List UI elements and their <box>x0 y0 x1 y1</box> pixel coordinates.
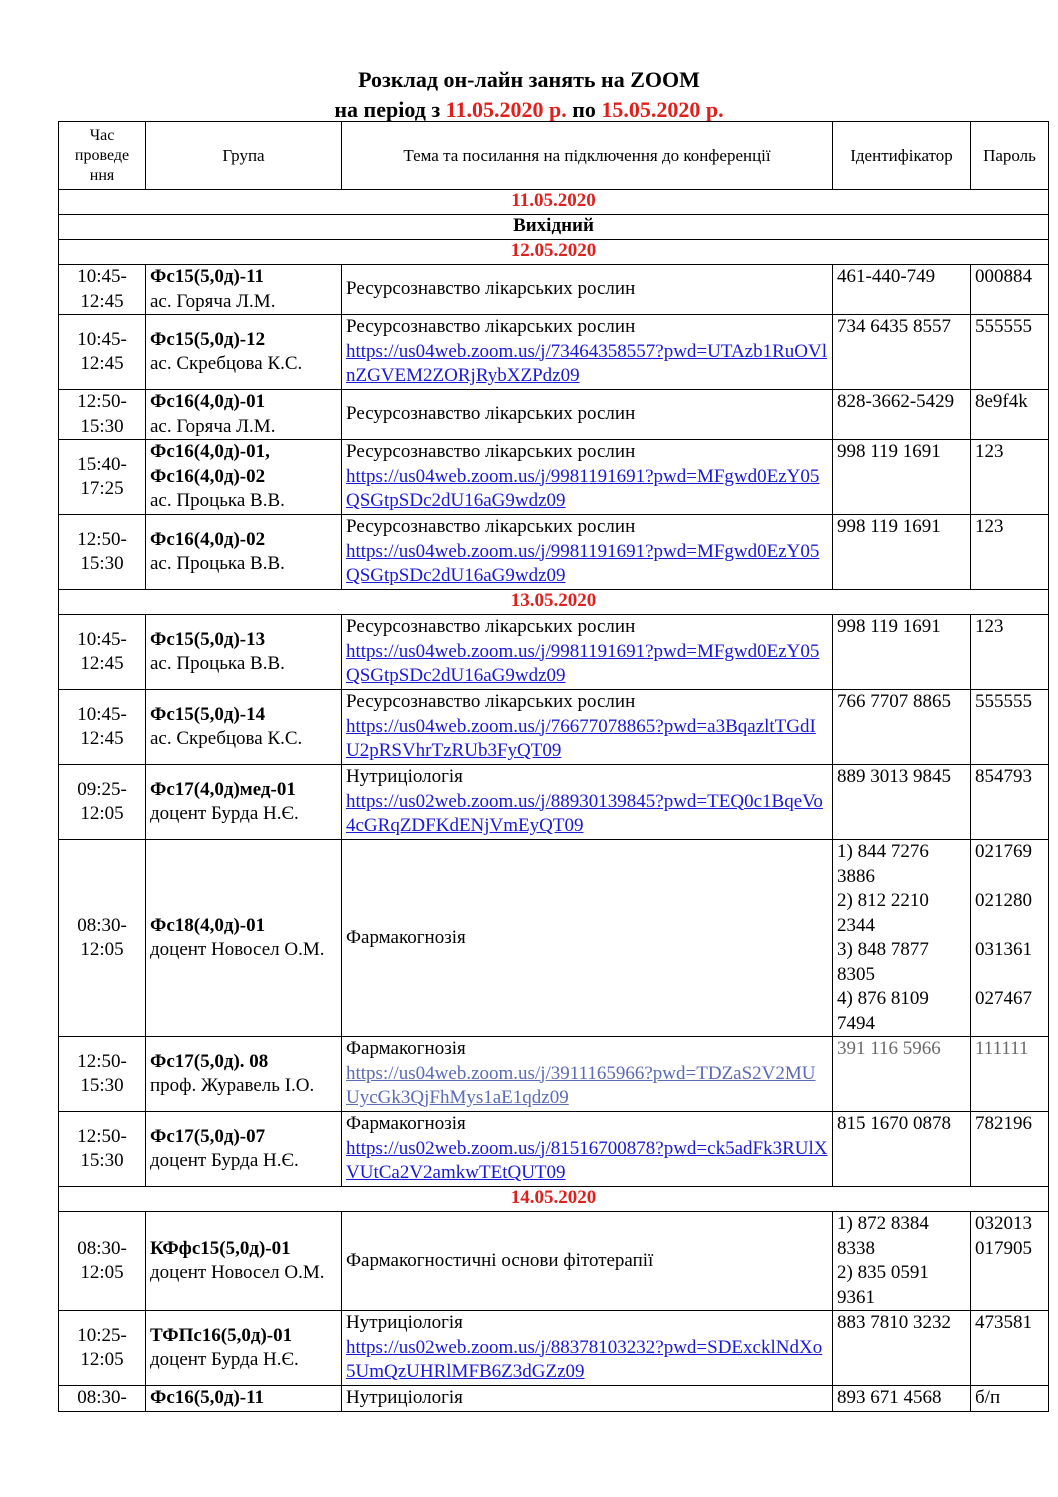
table-row <box>59 1112 1049 1187</box>
password-entry: 017905 <box>975 1237 1032 1259</box>
table-row <box>59 1037 1049 1112</box>
password-cell: 123 <box>971 515 1049 590</box>
time-cell: 10:45- 12:45 <box>59 615 146 690</box>
topic-cell: Ресурсознавство лікарських рослин https://us04web.zoom.us/j/9981191691?pwd=MFgwd0EzY05QSGtpSDc2dU16aG9wdz09 <box>342 615 833 690</box>
password-cell <box>971 840 1049 1037</box>
id-cell: 883 7810 3232 <box>833 1311 971 1386</box>
password-entry: 021769 <box>975 841 1032 862</box>
group-cell: Фс15(5,0д)-12 ас. Скребцова К.С. <box>146 315 342 390</box>
day-row <box>59 190 1049 215</box>
id-entry: 2) 835 0591 9361 <box>837 1262 929 1308</box>
topic-cell: Ресурсознавство лікарських рослин https://us04web.zoom.us/j/9981191691?pwd=MFgwd0EzY05QSGtpSDc2dU16aG9wdz09 <box>342 440 833 515</box>
day-date: 11.05.2020 <box>59 190 1049 215</box>
zoom-link[interactable]: https://us04web.zoom.us/j/76677078865?pwd=a3BqazltTGdIU2pRSVhrTzRUb3FyQT09 <box>346 715 816 761</box>
time-cell: 10:25- 12:05 <box>59 1311 146 1386</box>
id-entry: 1) 844 7276 3886 <box>837 841 929 887</box>
table-row <box>59 690 1049 765</box>
schedule-table <box>58 121 1049 1412</box>
group-cell: Фс17(5,0д)-07 доцент Бурда Н.Є. <box>146 1112 342 1187</box>
password-cell: б/п <box>971 1386 1049 1412</box>
topic-cell: Нутриціологія https://us02web.zoom.us/j/88378103232?pwd=SDExcklNdXo5UmQzUHRlMFB6Z3dGZz09 <box>342 1311 833 1386</box>
header-topic: Тема та посилання на підключення до конференції <box>342 122 833 190</box>
password-cell: 555555 <box>971 690 1049 765</box>
table-row <box>59 1311 1049 1386</box>
password-entry: 031361 <box>975 939 1032 960</box>
zoom-link[interactable]: https://us04web.zoom.us/j/9981191691?pwd=MFgwd0EzY05QSGtpSDc2dU16aG9wdz09 <box>346 640 820 686</box>
id-cell: 815 1670 0878 <box>833 1112 971 1187</box>
zoom-link[interactable]: https://us02web.zoom.us/j/81516700878?pwd=ck5adFk3RUlXVUtCa2V2amkwTEtQUT09 <box>346 1137 828 1183</box>
zoom-link[interactable]: https://us04web.zoom.us/j/3911165966?pwd=TDZaS2V2MUUycGk3QjFhMys1aE1qdz09 <box>346 1062 816 1108</box>
id-cell: 998 119 1691 <box>833 440 971 515</box>
password-entry: 021280 <box>975 890 1032 911</box>
group-cell: Фс18(4,0д)-01 доцент Новосел О.М. <box>146 840 342 1037</box>
password-cell <box>971 1212 1049 1311</box>
header-password: Пароль <box>971 122 1049 190</box>
id-entry: 4) 876 8109 7494 <box>837 988 929 1034</box>
time-cell: 12:50- 15:30 <box>59 1037 146 1112</box>
table-row <box>59 265 1049 315</box>
group-cell: Фс15(5,0д)-13 ас. Процька В.В. <box>146 615 342 690</box>
table-row <box>59 1212 1049 1311</box>
password-entry: 032013 <box>975 1213 1032 1234</box>
table-row <box>59 615 1049 690</box>
time-cell: 09:25- 12:05 <box>59 765 146 840</box>
topic-cell: Ресурсознавство лікарських рослин https://us04web.zoom.us/j/9981191691?pwd=MFgwd0EzY05QSGtpSDc2dU16aG9wdz09 <box>342 515 833 590</box>
table-row <box>59 840 1049 1037</box>
time-cell: 12:50- 15:30 <box>59 1112 146 1187</box>
group-cell: Фс16(5,0д)-11 <box>146 1386 342 1412</box>
time-cell: 08:30- 12:05 <box>59 1212 146 1311</box>
group-cell: Фс16(4,0д)-02 ас. Процька В.В. <box>146 515 342 590</box>
day-row <box>59 590 1049 615</box>
password-cell: 555555 <box>971 315 1049 390</box>
day-row <box>59 240 1049 265</box>
id-cell <box>833 1212 971 1311</box>
group-cell: Фс15(5,0д)-11 ас. Горяча Л.М. <box>146 265 342 315</box>
time-cell: 08:30- <box>59 1386 146 1412</box>
page-subtitle: на період з 11.05.2020 р. по 15.05.2020 р. <box>334 97 724 122</box>
table-row <box>59 440 1049 515</box>
table-row <box>59 765 1049 840</box>
day-off-label: Вихідний <box>59 215 1049 240</box>
topic-cell: Ресурсознавство лікарських рослин https://us04web.zoom.us/j/76677078865?pwd=a3BqazltTGdIU2pRSVhrTzRUb3FyQT09 <box>342 690 833 765</box>
topic-cell: Нутриціологія <box>342 1386 833 1412</box>
group-cell: Фс17(4,0д)мед-01 доцент Бурда Н.Є. <box>146 765 342 840</box>
topic-cell: Ресурсознавство лікарських рослин <box>342 390 833 440</box>
password-cell: 000884 <box>971 265 1049 315</box>
time-cell: 10:45- 12:45 <box>59 315 146 390</box>
id-cell: 889 3013 9845 <box>833 765 971 840</box>
table-row <box>59 515 1049 590</box>
password-cell: 854793 <box>971 765 1049 840</box>
topic-cell: Фармакогностичні основи фітотерапії <box>342 1212 833 1311</box>
zoom-link[interactable]: https://us04web.zoom.us/j/9981191691?pwd=MFgwd0EzY05QSGtpSDc2dU16aG9wdz09 <box>346 465 820 511</box>
zoom-link[interactable]: https://us02web.zoom.us/j/88930139845?pwd=TEQ0c1BqeVo4cGRqZDFKdENjVmEyQT09 <box>346 790 823 836</box>
id-cell: 998 119 1691 <box>833 615 971 690</box>
id-cell: 766 7707 8865 <box>833 690 971 765</box>
day-date: 14.05.2020 <box>59 1187 1049 1212</box>
id-cell <box>833 840 971 1037</box>
table-row <box>59 315 1049 390</box>
password-cell: 123 <box>971 440 1049 515</box>
time-cell: 12:50- 15:30 <box>59 515 146 590</box>
header-group: Група <box>146 122 342 190</box>
table-header-row <box>59 122 1049 190</box>
group-cell: Фс16(4,0д)-01, Фс16(4,0д)-02 ас. Процька В.В. <box>146 440 342 515</box>
id-cell: 828-3662-5429 <box>833 390 971 440</box>
time-cell: 15:40- 17:25 <box>59 440 146 515</box>
topic-cell: Фармакогнозія https://us04web.zoom.us/j/3911165966?pwd=TDZaS2V2MUUycGk3QjFhMys1aE1qdz09 <box>342 1037 833 1112</box>
id-entry: 1) 872 8384 8338 <box>837 1213 929 1259</box>
zoom-link[interactable]: https://us04web.zoom.us/j/73464358557?pwd=UTAzb1RuOVlnZGVEM2ZORjRybXZPdz09 <box>346 340 828 386</box>
id-cell: 734 6435 8557 <box>833 315 971 390</box>
time-cell: 10:45- 12:45 <box>59 265 146 315</box>
topic-cell: Фармакогнозія https://us02web.zoom.us/j/81516700878?pwd=ck5adFk3RUlXVUtCa2V2amkwTEtQUT09 <box>342 1112 833 1187</box>
day-date: 13.05.2020 <box>59 590 1049 615</box>
topic-cell: Нутриціологія https://us02web.zoom.us/j/88930139845?pwd=TEQ0c1BqeVo4cGRqZDFKdENjVmEyQT09 <box>342 765 833 840</box>
topic-cell: Фармакогнозія <box>342 840 833 1037</box>
topic-cell: Ресурсознавство лікарських рослин https://us04web.zoom.us/j/73464358557?pwd=UTAzb1RuOVlnZGVEM2ZORjRybXZPdz09 <box>342 315 833 390</box>
zoom-link[interactable]: https://us04web.zoom.us/j/9981191691?pwd=MFgwd0EzY05QSGtpSDc2dU16aG9wdz09 <box>346 540 820 586</box>
date-to: 15.05.2020 р. <box>601 97 724 122</box>
group-cell: ТФПс16(5,0д)-01 доцент Бурда Н.Є. <box>146 1311 342 1386</box>
group-cell: Фс16(4,0д)-01 ас. Горяча Л.М. <box>146 390 342 440</box>
id-cell: 893 671 4568 <box>833 1386 971 1412</box>
page-title: Розклад он-лайн занять на ZOOM <box>358 67 700 92</box>
group-cell: КФфс15(5,0д)-01 доцент Новосел О.М. <box>146 1212 342 1311</box>
group-cell: Фс17(5,0д). 08 проф. Журавель І.О. <box>146 1037 342 1112</box>
topic-cell: Ресурсознавство лікарських рослин <box>342 265 833 315</box>
table-row <box>59 390 1049 440</box>
time-cell: 12:50- 15:30 <box>59 390 146 440</box>
time-cell: 10:45- 12:45 <box>59 690 146 765</box>
day-row <box>59 215 1049 240</box>
day-row <box>59 1187 1049 1212</box>
id-cell: 391 116 5966 <box>833 1037 971 1112</box>
id-cell: 998 119 1691 <box>833 515 971 590</box>
password-entry: 027467 <box>975 988 1032 1009</box>
group-cell: Фс15(5,0д)-14 ас. Скребцова К.С. <box>146 690 342 765</box>
password-cell: 782196 <box>971 1112 1049 1187</box>
day-date: 12.05.2020 <box>59 240 1049 265</box>
table-row <box>59 1386 1049 1412</box>
password-cell: 111111 <box>971 1037 1049 1112</box>
password-cell: 123 <box>971 615 1049 690</box>
id-entry: 3) 848 7877 8305 <box>837 939 929 985</box>
password-cell: 8e9f4k <box>971 390 1049 440</box>
header-id: Ідентифікатор <box>833 122 971 190</box>
time-cell: 08:30- 12:05 <box>59 840 146 1037</box>
id-entry: 2) 812 2210 2344 <box>837 890 929 936</box>
header-time: Час проведе ння <box>59 122 146 190</box>
id-cell: 461-440-749 <box>833 265 971 315</box>
date-from: 11.05.2020 р. <box>445 97 567 122</box>
password-cell: 473581 <box>971 1311 1049 1386</box>
zoom-link[interactable]: https://us02web.zoom.us/j/88378103232?pwd=SDExcklNdXo5UmQzUHRlMFB6Z3dGZz09 <box>346 1336 823 1382</box>
